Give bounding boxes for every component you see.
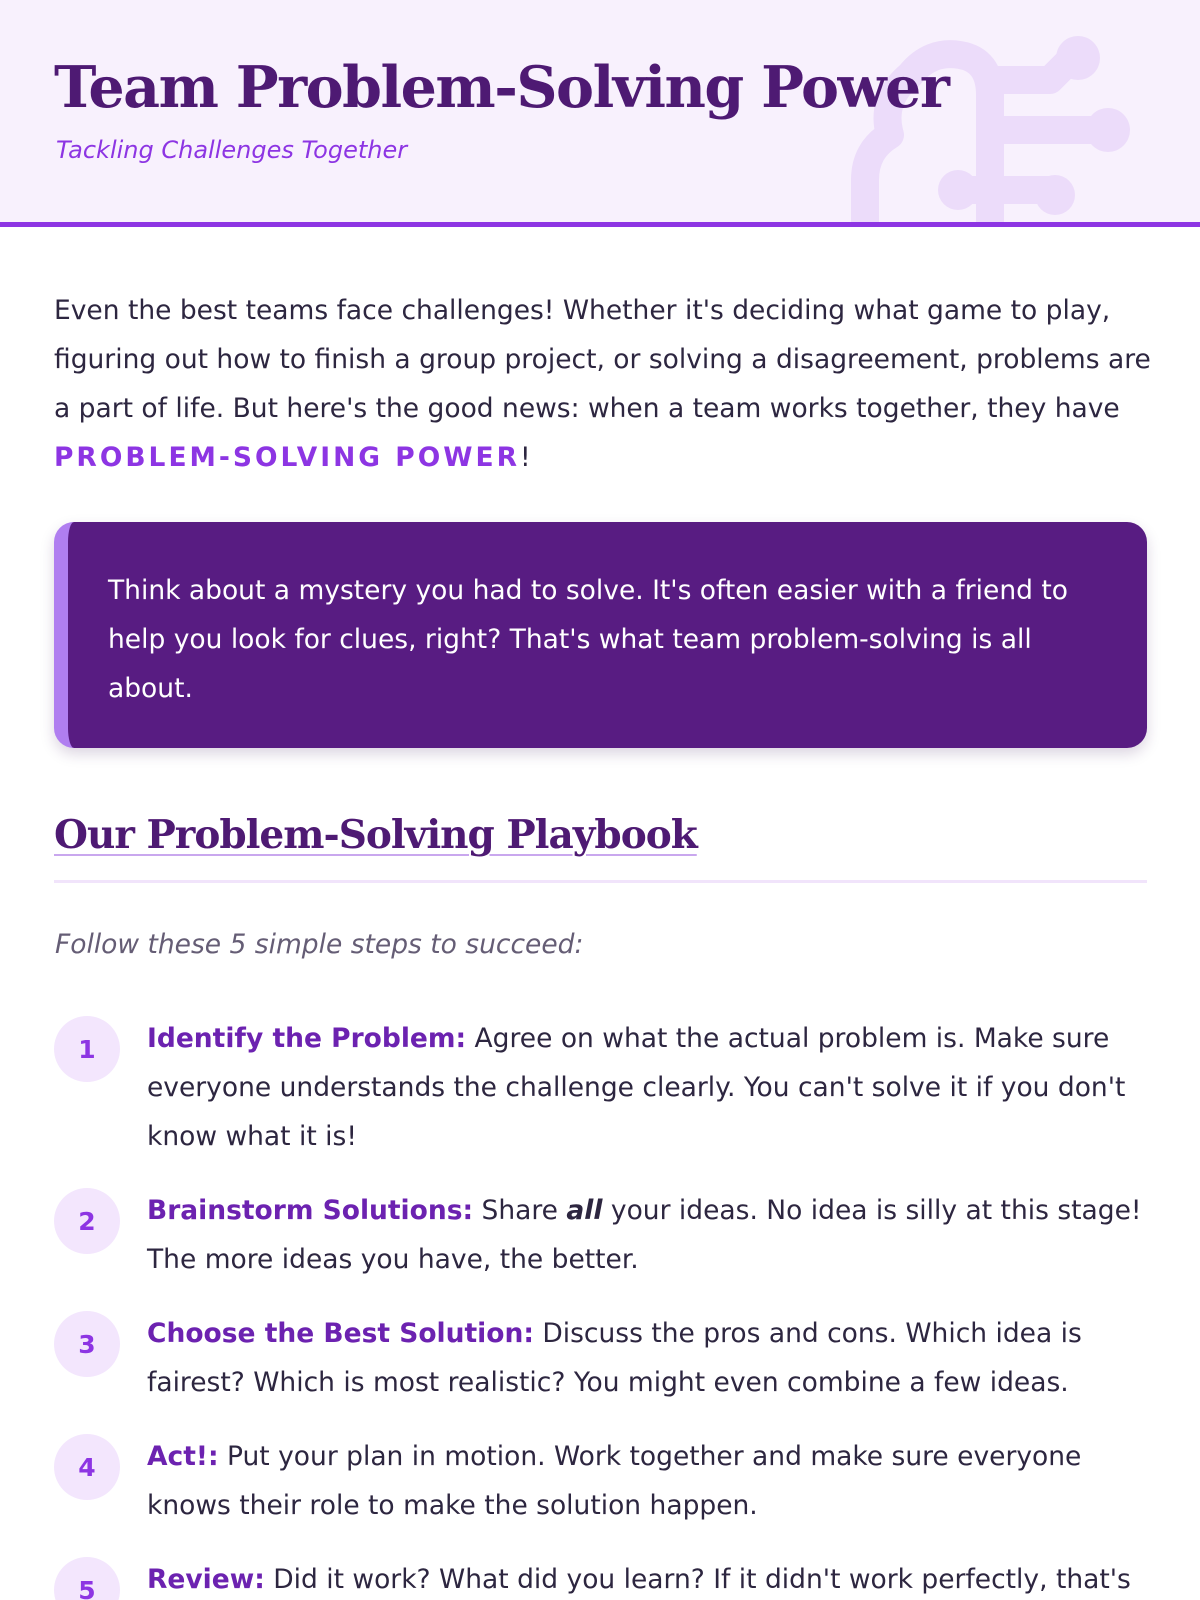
step-number-badge: 2 bbox=[54, 1188, 120, 1254]
callout-text: Think about a mystery you had to solve. It's often easier with a friend to help you look for clues, right? That's what team problem-solving is all about. bbox=[108, 575, 1068, 704]
section-heading: Our Problem-Solving Playbook bbox=[54, 812, 697, 858]
step-text: Put your plan in motion. Work together and make sure everyone knows their role to make the solution happen. bbox=[147, 1441, 1082, 1521]
intro-text: Even the best teams face challenges! Whether it's deciding what game to play, figuring out how to finish a group project, or solving a disagreement, problems are a part of life. But here's the good news: when a team works together, they have bbox=[54, 295, 1151, 424]
step-title: Choose the Best Solution: bbox=[147, 1318, 534, 1349]
step-text: Agree on what the actual problem is. Make sure everyone understands the challenge clearly. You can't solve it if you don't know what it is! bbox=[147, 1023, 1126, 1152]
intro-highlight: PROBLEM-SOLVING POWER bbox=[54, 442, 520, 473]
step-item bbox=[54, 1186, 1154, 1284]
step-number-badge: 4 bbox=[54, 1434, 120, 1500]
step-number-badge: 1 bbox=[54, 1016, 120, 1082]
section-divider bbox=[54, 880, 1147, 883]
page-title: Team Problem-Solving Power bbox=[54, 54, 949, 121]
step-title: Brainstorm Solutions: bbox=[147, 1195, 474, 1226]
step-text: Discuss the pros and cons. Which idea is fairest? Which is most realistic? You might even combine a few ideas. bbox=[147, 1318, 1082, 1398]
steps-intro: Follow these 5 simple steps to succeed: bbox=[55, 929, 584, 960]
step-title: Act!: bbox=[147, 1441, 219, 1472]
step-number-badge: 5 bbox=[54, 1557, 120, 1600]
step-text: Did it work? What did you learn? If it didn't work perfectly, that's bbox=[264, 1564, 1131, 1595]
steps-list bbox=[54, 1014, 1154, 1600]
step-text: Share bbox=[473, 1195, 567, 1226]
step-item bbox=[54, 1432, 1154, 1530]
step-emphasis: all bbox=[566, 1195, 603, 1226]
step-text: your ideas. No idea is silly at this stage! The more ideas you have, the better. bbox=[147, 1195, 1142, 1275]
step-title: Identify the Problem: bbox=[147, 1023, 467, 1054]
step-title: Review: bbox=[147, 1564, 265, 1595]
page-subtitle: Tackling Challenges Together bbox=[56, 136, 408, 164]
callout-box bbox=[54, 522, 1147, 748]
step-item bbox=[54, 1014, 1154, 1161]
intro-text-end: ! bbox=[519, 442, 531, 473]
step-number-badge: 3 bbox=[54, 1311, 120, 1377]
step-item bbox=[54, 1309, 1154, 1407]
step-item bbox=[54, 1555, 1154, 1600]
intro-paragraph bbox=[54, 286, 1154, 482]
page-header bbox=[0, 0, 1200, 227]
